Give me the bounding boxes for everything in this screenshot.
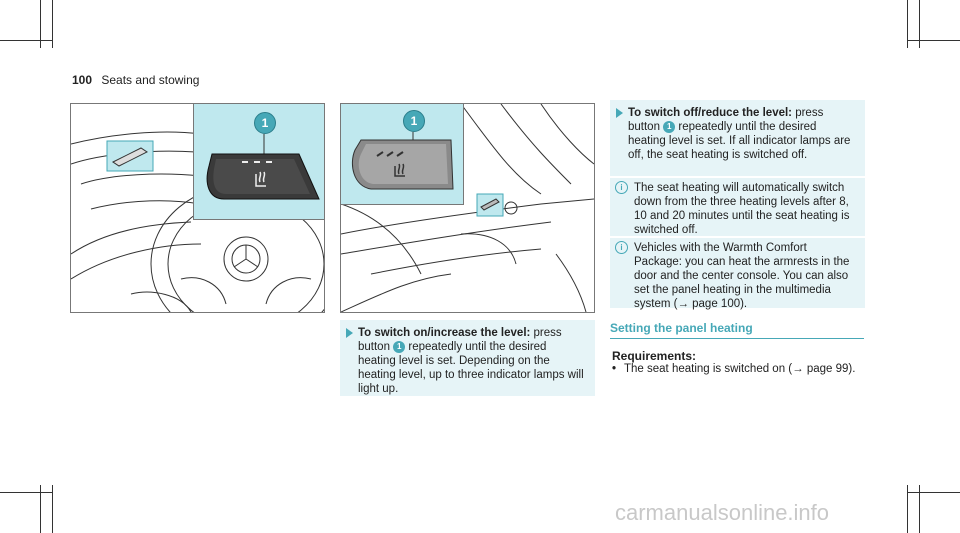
note-text: The seat heating will automatically switch down from the three heating levels after 8, 10 and 20 minutes until the seat heating is switched off. xyxy=(634,182,850,236)
watermark: carmanualsonline.info xyxy=(615,500,830,525)
requirements-list xyxy=(612,362,862,376)
note-auto-switch xyxy=(610,178,865,236)
step-label: To switch off/reduce the level: xyxy=(628,107,793,119)
door-button-callout xyxy=(340,103,464,205)
door-button-drawing xyxy=(341,104,463,204)
callout-number-badge: 1 xyxy=(403,110,425,132)
callout-number-badge: 1 xyxy=(393,341,405,353)
step-text: press button xyxy=(628,107,824,133)
step-text: press button xyxy=(358,327,562,353)
page-number: 100 xyxy=(72,73,93,87)
seat-heating-button-drawing xyxy=(194,104,324,219)
crop-mark xyxy=(0,40,53,41)
page-header xyxy=(72,73,199,87)
crop-mark xyxy=(907,492,960,493)
requirement-text: The seat heating is switched on (→ page 99). xyxy=(624,363,856,375)
instruction-increase-level xyxy=(340,320,595,396)
note-warmth-comfort xyxy=(610,238,865,308)
step-arrow-icon xyxy=(616,108,623,118)
section-title: Setting the panel heating xyxy=(610,321,864,339)
info-icon: i xyxy=(615,181,628,194)
step-label: To switch on/increase the level: xyxy=(358,327,531,339)
step-arrow-icon xyxy=(346,328,353,338)
list-item xyxy=(612,362,862,376)
note-text: Vehicles with the Warmth Comfort Package: you can heat the armrests in the door and the center console. You can also set the panel heating in the multimedia system (→ page 100). xyxy=(634,242,850,310)
callout-number-badge: 1 xyxy=(254,112,276,134)
section-name: Seats and stowing xyxy=(101,73,200,87)
seat-heating-button-callout xyxy=(193,103,325,220)
crop-mark xyxy=(0,492,53,493)
requirements-label: Requirements: xyxy=(612,349,697,363)
bullet: • xyxy=(612,363,617,375)
crop-mark xyxy=(907,40,960,41)
info-icon: i xyxy=(615,241,628,254)
instruction-reduce-level xyxy=(610,100,865,176)
step-text: repeatedly until the desired heating level is set. If all indicator lamps are off, the seat heating is switched off. xyxy=(628,121,851,161)
step-text: repeatedly until the desired heating level is set. Depending on the heating level, up to three indicator lamps will light up. xyxy=(358,341,584,395)
callout-number-badge: 1 xyxy=(663,121,675,133)
